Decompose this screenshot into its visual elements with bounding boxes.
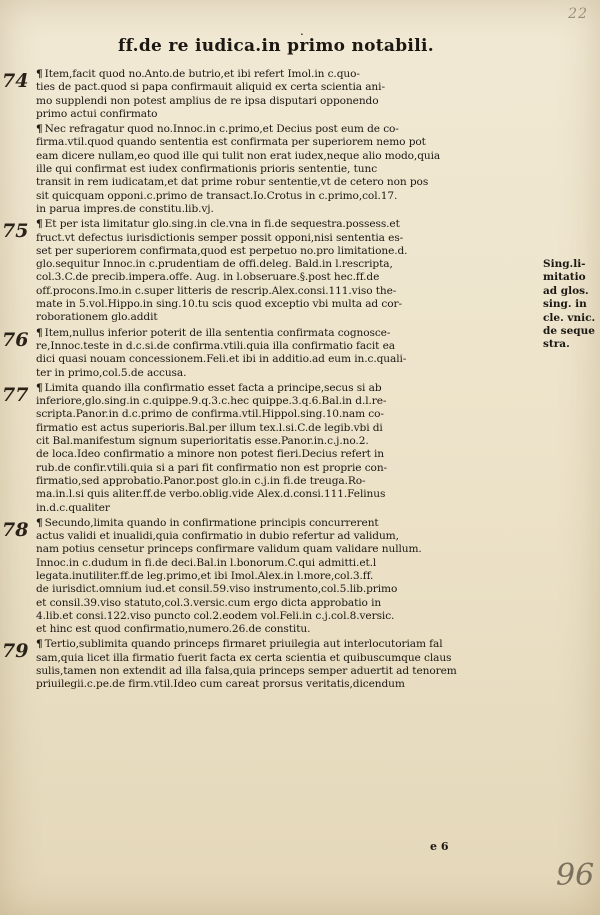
- text-line-content: et consil.39.viso statuto,col.3.versic.cum ergo dicta approbatio in: [36, 596, 382, 609]
- pilcrow-icon: ¶: [36, 68, 43, 80]
- text-line-content: Innoc.in c.dudum in fi.de deci.Bal.in l.bonorum.C.qui admitti.et.l: [36, 556, 377, 569]
- text-line: [36, 203, 532, 216]
- text-line: [36, 190, 532, 203]
- text-line-content: ties de pact.quod si papa confirmauit aliquid ex certa scientia ani-: [36, 81, 385, 94]
- text-line: [36, 408, 532, 421]
- paragraph-number: 78: [2, 518, 29, 541]
- text-line-content: et hinc est quod confirmatio,numero.26.de constitu.: [36, 623, 311, 636]
- text-line-content: sit quicquam opponi.c.primo de transact.Io.Crotus in c.primo,col.17.: [36, 189, 398, 202]
- text-line: [36, 678, 532, 691]
- text-line: [36, 583, 532, 596]
- text-line-content: 4.lib.et consi.122.viso puncto col.2.eodem vol.Feli.in c.j.col.8.versic.: [36, 609, 395, 622]
- margin-note-line: cle. vnic.: [543, 311, 596, 324]
- text-line: [36, 623, 532, 636]
- text-line: [36, 570, 532, 583]
- paragraph-number: 77: [2, 383, 29, 406]
- paragraph: [36, 123, 532, 216]
- text-line-content: ma.in.l.si quis aliter.ff.de verbo.oblig.vide Alex.d.consi.111.Felinus: [36, 488, 386, 501]
- text-line-content: Secundo,limita quando in confirmatione principis concurrerent: [44, 516, 379, 529]
- text-line: [36, 488, 532, 501]
- text-line: [36, 95, 532, 108]
- text-line: [36, 123, 532, 136]
- text-line-content: cit Bal.manifestum signum superioritatis esse.Panor.in.c.j.no.2.: [36, 435, 369, 448]
- text-line: [36, 108, 532, 121]
- text-line: [36, 258, 532, 271]
- folio-number: 96: [556, 858, 595, 893]
- text-line-content: in.d.c.qualiter: [36, 501, 110, 514]
- text-line: [36, 327, 532, 340]
- text-line-content: Et per ista limitatur glo.sing.in cle.vna in fi.de sequestra.possess.et: [44, 218, 400, 231]
- pilcrow-icon: ¶: [36, 638, 43, 651]
- text-line-content: re,Innoc.teste in d.c.si.de confirma.vtili.quia illa confirmatio facit ea: [36, 339, 395, 352]
- text-line-content: sulis,tamen non extendit ad illa falsa,quia princeps semper aduertit ad tenorem: [36, 665, 457, 678]
- text-line-content: nam potius censetur princeps confirmare validum quam validare nullum.: [36, 543, 422, 556]
- text-line: [36, 382, 532, 395]
- text-line-content: dici quasi nouam concessionem.Feli.et ibi in additio.ad eum in.c.quali-: [36, 353, 407, 366]
- margin-note-line: de seque: [543, 325, 595, 338]
- text-line-content: mo supplendi non potest amplius de re ipsa disputari opponendo: [36, 94, 379, 107]
- margin-note-line: sing. in: [543, 298, 587, 311]
- text-line-content: Tertio,sublimita quando princeps firmaret priuilegia aut interlocutoriam fal: [44, 638, 443, 651]
- text-line-content: primo actui confirmato: [36, 107, 158, 120]
- text-line: [36, 435, 532, 448]
- text-line-content: ille qui confirmat est iudex confirmationis prioris sententie, tunc: [36, 163, 378, 176]
- paragraph: [2, 381, 532, 515]
- ornament-dot: .: [300, 24, 304, 38]
- text-line: [36, 353, 532, 366]
- pilcrow-icon: ¶: [36, 381, 43, 394]
- text-line: [36, 163, 532, 176]
- pilcrow-icon: ¶: [36, 218, 43, 231]
- text-line: [36, 232, 532, 245]
- text-line-content: col.3.C.de precib.impera.offe. Aug. in l.obseruare.§.post hec.ff.de: [36, 271, 380, 284]
- text-line: [36, 271, 532, 284]
- running-head: ff.de re iudica.in primo notabili.: [118, 36, 434, 56]
- text-line-content: rub.de confir.vtili.quia si a pari fit confirmatio non est proprie con-: [36, 461, 388, 474]
- margin-note-line: mitatio: [543, 271, 586, 284]
- text-line-content: de iurisdict.omnium iud.et consil.59.viso instrumento,col.5.lib.primo: [36, 583, 398, 596]
- text-line: [36, 597, 532, 610]
- body-text: [2, 68, 532, 694]
- text-line: [36, 462, 532, 475]
- text-line: [36, 340, 532, 353]
- text-line-content: eam dicere nullam,eo quod ille qui tulit non erat iudex,neque alio modo,quia: [36, 149, 441, 162]
- text-line-content: Nec refragatur quod no.Innoc.in c.primo,et Decius post eum de co-: [44, 123, 399, 136]
- margin-note-line: ad glos.: [543, 284, 589, 297]
- text-line-content: firma.vtil.quod quando sententia est confirmata per superiorem nemo pot: [36, 136, 426, 149]
- text-line: [36, 422, 532, 435]
- margin-note-line: stra.: [543, 338, 570, 351]
- paragraph-number: 75: [2, 220, 29, 243]
- paragraph: [2, 516, 532, 637]
- text-line: [36, 311, 532, 324]
- text-line: [36, 638, 532, 651]
- text-line-content: fruct.vt defectus iurisdictionis semper possit opponi,nisi sententia es-: [36, 231, 404, 244]
- paragraph: [2, 326, 532, 380]
- text-line-content: mate in 5.vol.Hippo.in sing.10.tu scis quod exceptio vbi multa ad cor-: [36, 298, 402, 311]
- text-line-content: transit in rem iudicatam,et dat prime robur sententie,vt de cetero non pos: [36, 176, 429, 189]
- text-line-content: actus validi et inualidi,quia confirmatio in dubio refertur ad validum,: [36, 530, 399, 543]
- paragraph-number: 79: [2, 640, 29, 663]
- text-line-content: Limita quando illa confirmatio esset facta a principe,secus si ab: [44, 381, 382, 394]
- text-line-content: inferiore,glo.sing.in c.quippe.9.q.3.c.hec quippe.3.q.6.Bal.in d.l.re-: [36, 395, 387, 408]
- text-line-content: de loca.Ideo confirmatio a minore non potest fieri.Decius refert in: [36, 448, 385, 461]
- paragraph: [2, 68, 532, 121]
- text-line: [36, 665, 532, 678]
- text-line: [36, 530, 532, 543]
- text-line: [36, 517, 532, 530]
- text-line-content: in parua impres.de constitu.lib.vj.: [36, 202, 214, 215]
- text-line: [36, 218, 532, 231]
- signature-mark: e 6: [430, 840, 449, 853]
- text-line: [36, 298, 532, 311]
- text-line: [36, 136, 532, 149]
- text-line-content: firmatio est actus superioris.Bal.per illum tex.l.si.C.de legib.vbi di: [36, 421, 383, 434]
- text-line-content: ter in primo,col.5.de accusa.: [36, 366, 187, 379]
- text-line: [36, 448, 532, 461]
- text-line: [36, 543, 532, 556]
- corner-note: 22: [568, 6, 588, 22]
- text-line: [36, 81, 532, 94]
- text-line: [36, 610, 532, 623]
- text-line: [36, 557, 532, 570]
- text-line-content: priuilegii.c.pe.de firm.vtil.Ideo cum careat prorsus veritatis,dicendum: [36, 678, 405, 691]
- text-line: [36, 367, 532, 380]
- text-line: [36, 395, 532, 408]
- text-line: [36, 245, 532, 258]
- text-line: [36, 502, 532, 515]
- pilcrow-icon: ¶: [36, 326, 43, 339]
- text-line-content: roborationem glo.addit: [36, 311, 158, 324]
- text-line-content: scripta.Panor.in d.c.primo de confirma.vtil.Hippol.sing.10.nam co-: [36, 408, 384, 421]
- text-line: [36, 475, 532, 488]
- text-line: [36, 652, 532, 665]
- text-line: [36, 150, 532, 163]
- margin-note-line: Sing.li-: [543, 258, 586, 270]
- paragraph: [2, 218, 532, 324]
- paragraph-number: 74: [2, 70, 29, 92]
- pilcrow-icon: ¶: [36, 123, 43, 136]
- text-line: [36, 68, 532, 81]
- pilcrow-icon: ¶: [36, 516, 43, 529]
- paragraph-number: 76: [2, 328, 29, 351]
- text-line-content: firmatio,sed approbatio.Panor.post glo.in c.j.in fi.de treuga.Ro-: [36, 474, 366, 487]
- margin-note: [543, 258, 597, 352]
- text-line: [36, 176, 532, 189]
- text-line: [36, 285, 532, 298]
- text-line-content: Item,nullus inferior poterit de illa sententia confirmata cognosce-: [44, 326, 391, 339]
- text-line-content: sam,quia licet illa firmatio fuerit facta ex certa scientia et quibuscumque claus: [36, 651, 452, 664]
- paragraph: [2, 638, 532, 691]
- text-line-content: glo.sequitur Innoc.in c.prudentiam de offi.deleg. Bald.in l.rescripta,: [36, 258, 393, 271]
- text-line-content: set per superiorem confirmata,quod est perpetuo no.pro limitatione.d.: [36, 244, 408, 257]
- text-line-content: off.procons.Imo.in c.super litteris de rescrip.Alex.consi.111.viso the-: [36, 284, 397, 297]
- text-line-content: legata.inutiliter.ff.de leg.primo,et ibi Imol.Alex.in l.more,col.3.ff.: [36, 569, 374, 582]
- text-line-content: Item,facit quod no.Anto.de butrio,et ibi refert Imol.in c.quo-: [44, 68, 360, 80]
